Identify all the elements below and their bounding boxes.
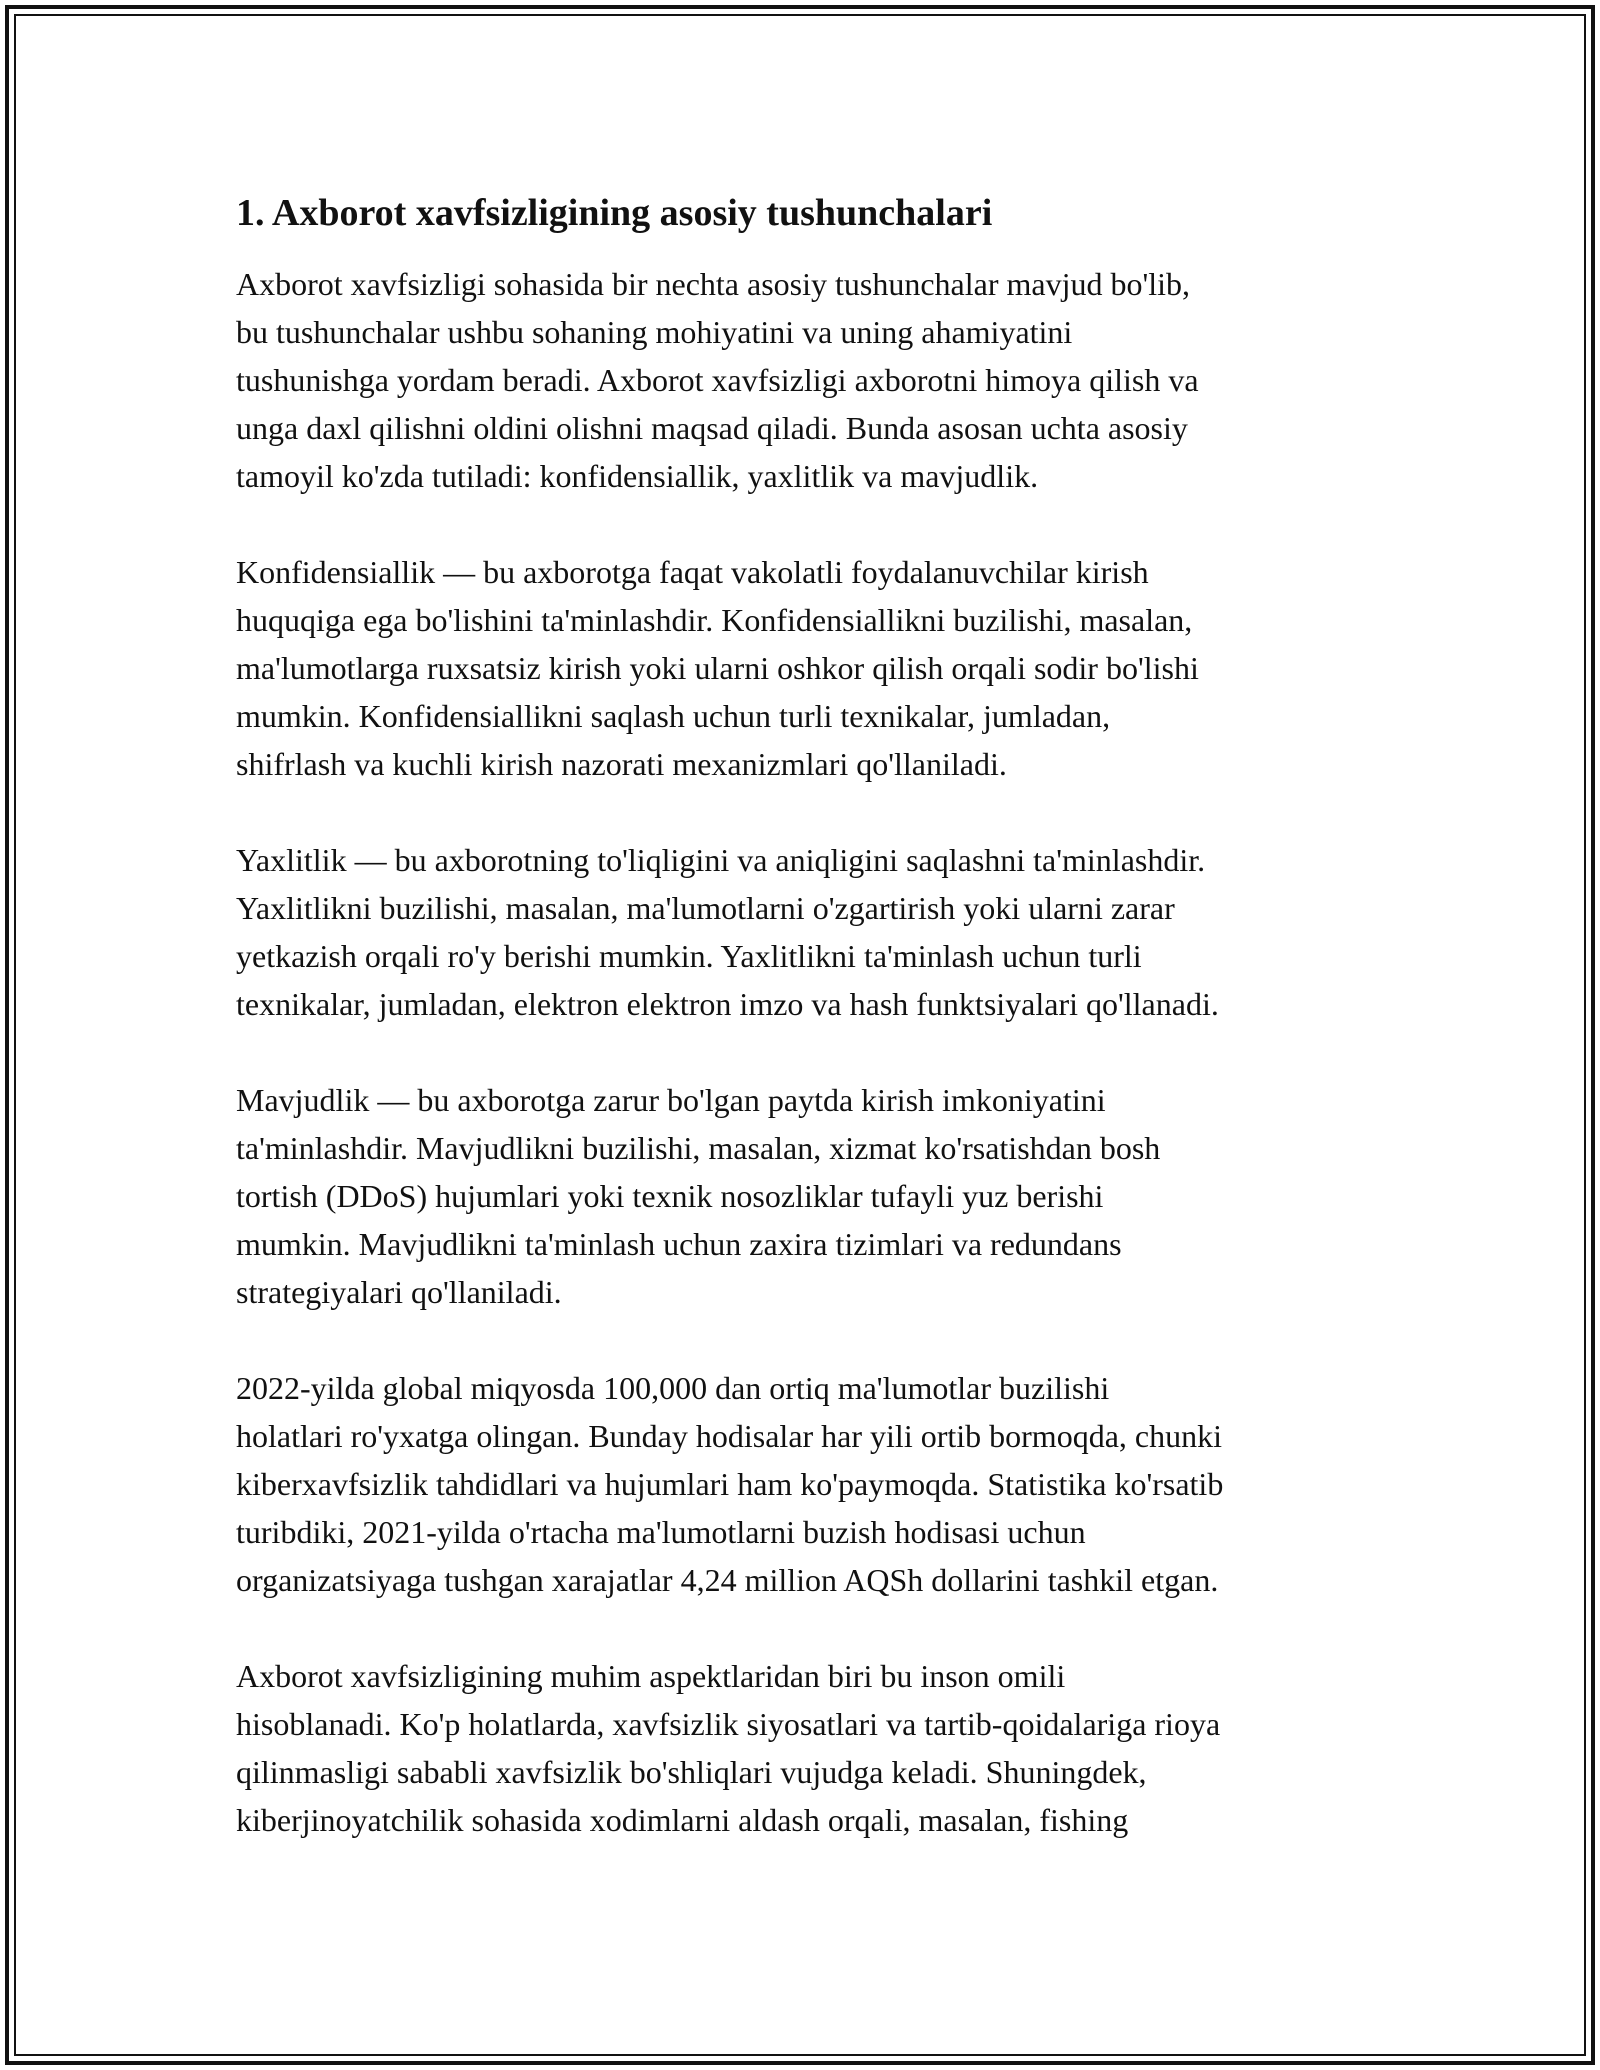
paragraph-line: qilinmasligi sababli xavfsizlik bo'shliqlari vujudga keladi. Shuningdek, [236,1754,1147,1790]
paragraph-line: tortish (DDoS) hujumlari yoki texnik nosozliklar tufayli yuz berishi [236,1178,1104,1214]
paragraph-line: Mavjudlik — bu axborotga zarur bo'lgan paytda kirish imkoniyatini [236,1082,1106,1118]
paragraph-line: Yaxlitlikni buzilishi, masalan, ma'lumotlarni o'zgartirish yoki ularni zarar [236,890,1175,926]
paragraph-line: tushunishga yordam beradi. Axborot xavfsizligi axborotni himoya qilish va [236,362,1199,398]
paragraph-line: texnikalar, jumladan, elektron elektron imzo va hash funktsiyalari qo'llanadi. [236,986,1219,1022]
body-paragraph [236,1652,1386,1844]
paragraph-line: Axborot xavfsizligi sohasida bir nechta asosiy tushunchalar mavjud bo'lib, [236,266,1191,302]
body-paragraph [236,548,1386,788]
paragraph-line: tamoyil ko'zda tutiladi: konfidensiallik, yaxlitlik va mavjudlik. [236,458,1039,494]
paragraph-line: organizatsiyaga tushgan xarajatlar 4,24 million AQSh dollarini tashkil etgan. [236,1562,1219,1598]
paragraph-line: 2022-yilda global miqyosda 100,000 dan ortiq ma'lumotlar buzilishi [236,1370,1110,1406]
paragraph-line: mumkin. Konfidensiallikni saqlash uchun turli texnikalar, jumladan, [236,698,1111,734]
body-paragraph [236,260,1386,500]
body-paragraph [236,836,1386,1028]
body-paragraph [236,1076,1386,1316]
paragraph-line: kiberxavfsizlik tahdidlari va hujumlari ham ko'paymoqda. Statistika ko'rsatib [236,1466,1224,1502]
paragraph-line: Axborot xavfsizligining muhim aspektlaridan biri bu inson omili [236,1658,1066,1694]
paragraph-line: strategiyalari qo'llaniladi. [236,1274,562,1310]
paragraph-line: mumkin. Mavjudlikni ta'minlash uchun zaxira tizimlari va redundans [236,1226,1122,1262]
paragraph-list [236,260,1386,1844]
paragraph-line: Konfidensiallik — bu axborotga faqat vakolatli foydalanuvchilar kirish [236,554,1149,590]
paragraph-line: turibdiki, 2021-yilda o'rtacha ma'lumotlarni buzish hodisasi uchun [236,1514,1086,1550]
paragraph-line: huquqiga ega bo'lishini ta'minlashdir. Konfidensiallikni buzilishi, masalan, [236,602,1193,638]
document-body [236,186,1386,1892]
paragraph-line: shifrlash va kuchli kirish nazorati mexanizmlari qo'llaniladi. [236,746,1007,782]
paragraph-line: ma'lumotlarga ruxsatsiz kirish yoki ularni oshkor qilish orqali sodir bo'lishi [236,650,1199,686]
paragraph-line: hisoblanadi. Ko'p holatlarda, xavfsizlik siyosatlari va tartib-qoidalariga rioya [236,1706,1221,1742]
paragraph-line: holatlari ro'yxatga olingan. Bunday hodisalar har yili ortib bormoqda, chunki [236,1418,1222,1454]
paragraph-line: kiberjinoyatchilik sohasida xodimlarni aldash orqali, masalan, fishing [236,1802,1129,1838]
paragraph-line: ta'minlashdir. Mavjudlikni buzilishi, masalan, xizmat ko'rsatishdan bosh [236,1130,1161,1166]
paragraph-line: Yaxlitlik — bu axborotning to'liqligini va aniqligini saqlashni ta'minlashdir. [236,842,1206,878]
body-paragraph [236,1364,1386,1604]
paragraph-line: bu tushunchalar ushbu sohaning mohiyatini va uning ahamiyatini [236,314,1073,350]
section-heading: 1. Axborot xavfsizligining asosiy tushunchalari [236,192,993,234]
paragraph-line: unga daxl qilishni oldini olishni maqsad qiladi. Bunda asosan uchta asosiy [236,410,1188,446]
paragraph-line: yetkazish orqali ro'y berishi mumkin. Yaxlitlikni ta'minlash uchun turli [236,938,1142,974]
